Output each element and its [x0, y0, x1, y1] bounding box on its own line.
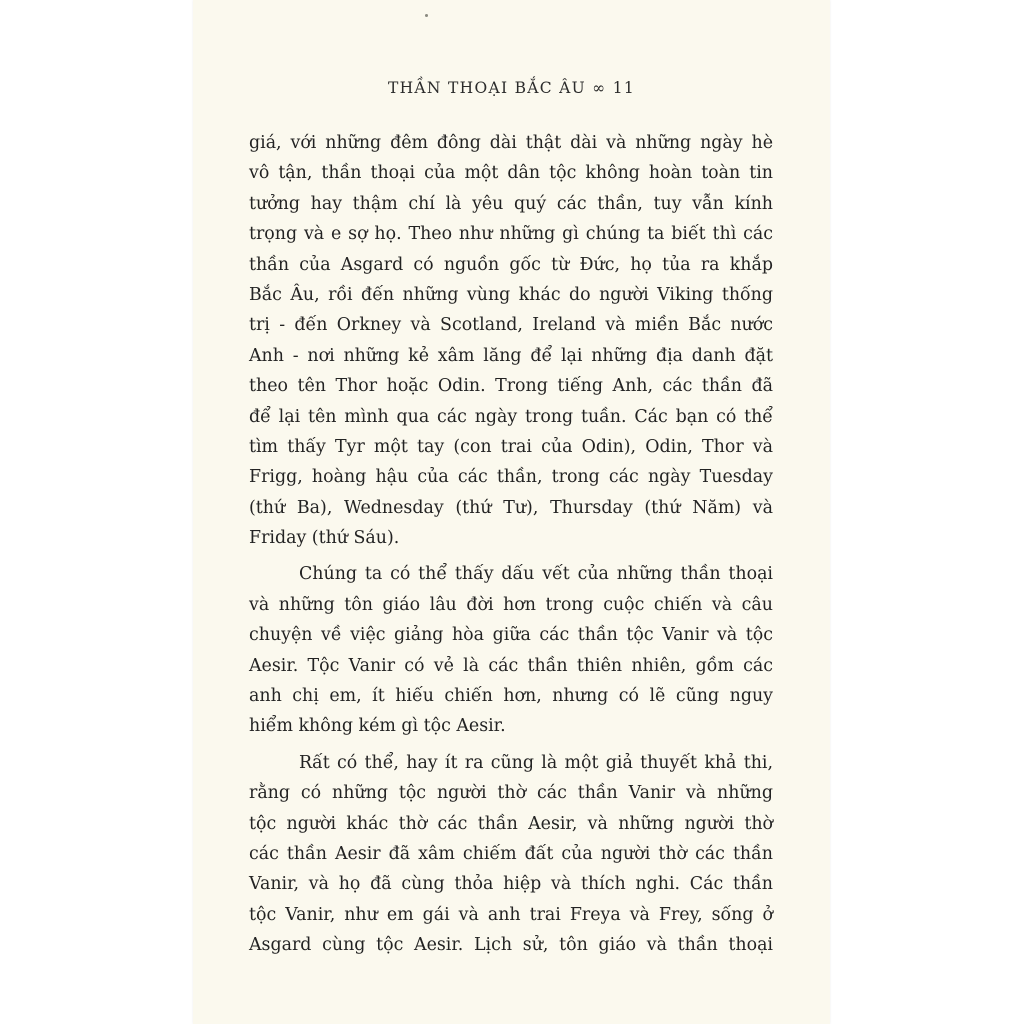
text-line: trị - đến Orkney và Scotland, Ireland và miền Bắc nước: [249, 315, 773, 336]
paper-speck: [425, 14, 428, 17]
text-line: (thứ Ba), Wednesday (thứ Tư), Thursday (thứ Năm) và: [249, 497, 773, 518]
text-line: các thần Aesir đã xâm chiếm đất của người thờ các thần: [249, 843, 773, 864]
text-line: tộc Vanir, như em gái và anh trai Freya và Frey, sống ở: [249, 904, 773, 925]
text-line: Asgard cùng tộc Aesir. Lịch sử, tôn giáo và thần thoại: [249, 935, 773, 956]
text-line: Rất có thể, hay ít ra cũng là một giả thuyết khả thi,: [299, 752, 773, 773]
text-line: và những tôn giáo lâu đời hơn trong cuộc chiến và câu: [249, 594, 773, 615]
text-line: Bắc Âu, rồi đến những vùng khác do người Viking thống: [249, 284, 773, 305]
text-line: tưởng hay thậm chí là yêu quý các thần, tuy vẫn kính: [249, 193, 773, 214]
text-line: hiểm không kém gì tộc Aesir.: [249, 716, 506, 737]
text-line: chuyện về việc giảng hòa giữa các thần tộc Vanir và tộc: [249, 625, 773, 646]
text-line: tìm thấy Tyr một tay (con trai của Odin), Odin, Thor và: [249, 436, 773, 457]
text-line: anh chị em, ít hiếu chiến hơn, nhưng có lẽ cũng nguy: [249, 686, 773, 707]
book-page: [193, 0, 830, 1024]
paragraph-1: [249, 128, 773, 553]
text-line: Frigg, hoàng hậu của các thần, trong các ngày Tuesday: [249, 467, 773, 488]
text-line: tộc người khác thờ các thần Aesir, và những người thờ: [249, 813, 773, 834]
text-line: vô tận, thần thoại của một dân tộc không hoàn toàn tin: [249, 163, 773, 184]
text-line: Aesir. Tộc Vanir có vẻ là các thần thiên nhiên, gồm các: [249, 655, 773, 676]
text-line: Friday (thứ Sáu).: [249, 528, 400, 549]
running-head: THẦN THOẠI BẮC ÂU ∞ 11: [387, 79, 636, 97]
text-line: thần của Asgard có nguồn gốc từ Đức, họ tủa ra khắp: [249, 254, 773, 275]
text-line: theo tên Thor hoặc Odin. Trong tiếng Anh, các thần đã: [249, 376, 773, 397]
text-line: rằng có những tộc người thờ các thần Vanir và những: [249, 783, 773, 804]
paragraph-3: [249, 748, 773, 961]
text-line: giá, với những đêm đông dài thật dài và những ngày hè: [249, 133, 773, 153]
text-line: Vanir, và họ đã cùng thỏa hiệp và thích nghi. Các thần: [249, 874, 773, 895]
text-line: Anh - nơi những kẻ xâm lăng để lại những địa danh đặt: [249, 345, 773, 366]
text-line: trọng và e sợ họ. Theo như những gì chúng ta biết thì các: [249, 224, 773, 245]
body-text: [249, 128, 773, 961]
text-line: Chúng ta có thể thấy dấu vết của những thần thoại: [299, 564, 773, 585]
text-line: để lại tên mình qua các ngày trong tuần. Các bạn có thể: [249, 406, 773, 427]
paragraph-2: [249, 559, 773, 741]
